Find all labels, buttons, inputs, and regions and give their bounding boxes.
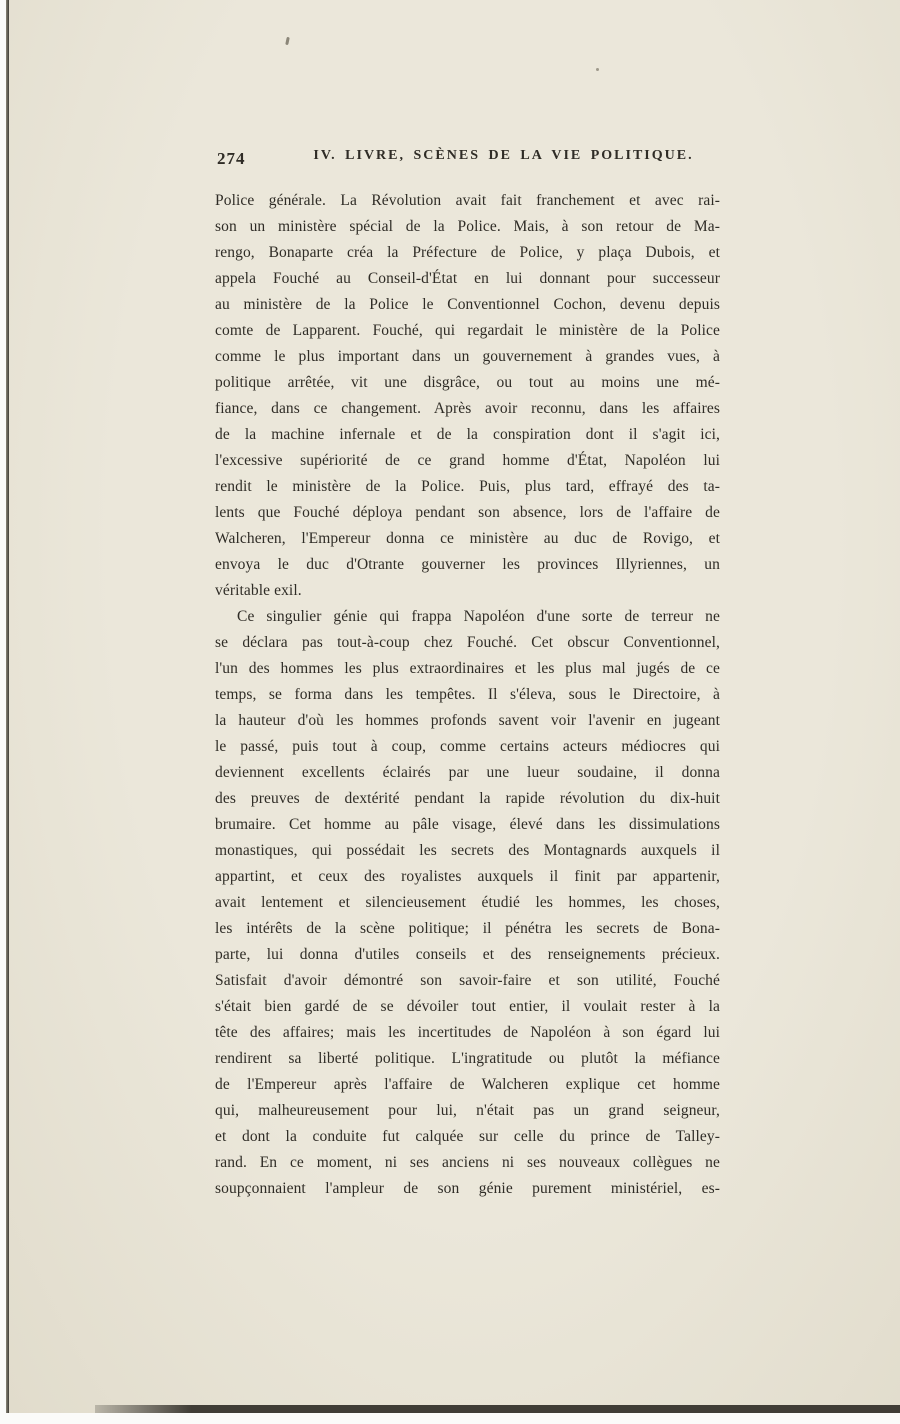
text-line: de la machine infernale et de la conspiration dont il s'agit ici, <box>215 426 720 443</box>
text-line: politique arrêtée, vit une disgrâce, ou tout au moins une mé- <box>215 374 720 391</box>
text-line: qui, malheureusement pour lui, n'était pas un grand seigneur, <box>215 1102 720 1119</box>
scan-edge-left <box>6 0 9 1413</box>
text-line: soupçonnaient l'ampleur de son génie purement ministériel, es- <box>215 1180 720 1197</box>
text-line: Ce singulier génie qui frappa Napoléon d'une sorte de terreur ne <box>237 608 720 625</box>
text-line: fiance, dans ce changement. Après avoir reconnu, dans les affaires <box>215 400 720 417</box>
paragraph <box>215 188 720 604</box>
text-line: s'était bien gardé de se dévoiler tout entier, il voulait rester à la <box>215 998 720 1015</box>
text-line: véritable exil. <box>215 582 302 599</box>
text-line: l'excessive supériorité de ce grand homme d'État, Napoléon lui <box>215 452 720 469</box>
text-line: les intérêts de la scène politique; il pénétra les secrets de Bona- <box>215 920 720 937</box>
text-line: comte de Lapparent. Fouché, qui regardait le ministère de la Police <box>215 322 720 339</box>
text-line: rengo, Bonaparte créa la Préfecture de Police, y plaça Dubois, et <box>215 244 720 261</box>
text-line: comme le plus important dans un gouvernement à grandes vues, à <box>215 348 720 365</box>
text-line: de l'Empereur après l'affaire de Walcheren explique cet homme <box>215 1076 720 1093</box>
page-number: 274 <box>217 149 246 168</box>
text-line: monastiques, qui possédait les secrets des Montagnards auxquels il <box>215 842 720 859</box>
scan-speck <box>596 68 599 71</box>
text-line: l'un des hommes les plus extraordinaires et les plus mal jugés de ce <box>215 660 720 677</box>
text-block <box>215 188 720 1202</box>
text-line: se déclara pas tout-à-coup chez Fouché. Cet obscur Conventionnel, <box>215 634 720 651</box>
text-line: deviennent excellents éclairés par une lueur soudaine, il donna <box>215 764 720 781</box>
text-line: rand. En ce moment, ni ses anciens ni ses nouveaux collègues ne <box>215 1154 720 1171</box>
text-line: le passé, puis tout à coup, comme certains acteurs médiocres qui <box>215 738 720 755</box>
text-line: brumaire. Cet homme au pâle visage, élevé dans les dissimulations <box>215 816 720 833</box>
scan-edge-bottom <box>95 1405 900 1413</box>
text-line: des preuves de dextérité pendant la rapide révolution du dix-huit <box>215 790 720 807</box>
text-line: Walcheren, l'Empereur donna ce ministère au duc de Rovigo, et <box>215 530 720 547</box>
text-line: parte, lui donna d'utiles conseils et des renseignements précieux. <box>215 946 720 963</box>
text-line: Satisfait d'avoir démontré son savoir-faire et son utilité, Fouché <box>215 972 720 989</box>
running-title: IV. LIVRE, SCÈNES DE LA VIE POLITIQUE. <box>313 148 694 163</box>
text-line: rendirent sa liberté politique. L'ingratitude ou plutôt la méfiance <box>215 1050 720 1067</box>
text-line: au ministère de la Police le Conventionnel Cochon, devenu depuis <box>215 296 720 313</box>
page-content <box>215 148 720 1202</box>
page-header <box>215 148 720 172</box>
text-line: envoya le duc d'Otrante gouverner les provinces Illyriennes, un <box>215 556 720 573</box>
text-line: lents que Fouché déploya pendant son absence, lors de l'affaire de <box>215 504 720 521</box>
text-line: et dont la conduite fut calquée sur celle du prince de Talley- <box>215 1128 720 1145</box>
text-line: Police générale. La Révolution avait fait franchement et avec rai- <box>215 192 720 209</box>
paper <box>9 0 900 1413</box>
paragraph <box>215 604 720 1202</box>
text-line: rendit le ministère de la Police. Puis, plus tard, effrayé des ta- <box>215 478 720 495</box>
text-line: tête des affaires; mais les incertitudes de Napoléon à son égard lui <box>215 1024 720 1041</box>
text-line: temps, se forma dans les tempêtes. Il s'éleva, sous le Directoire, à <box>215 686 720 703</box>
text-line: avait lentement et silencieusement étudié les hommes, les choses, <box>215 894 720 911</box>
text-line: appela Fouché au Conseil-d'État en lui donnant pour successeur <box>215 270 720 287</box>
text-line: appartint, et ceux des royalistes auxquels il finit par appartenir, <box>215 868 720 885</box>
text-line: la hauteur d'où les hommes profonds savent voir l'avenir en jugeant <box>215 712 720 729</box>
text-line: son un ministère spécial de la Police. Mais, à son retour de Ma- <box>215 218 720 235</box>
